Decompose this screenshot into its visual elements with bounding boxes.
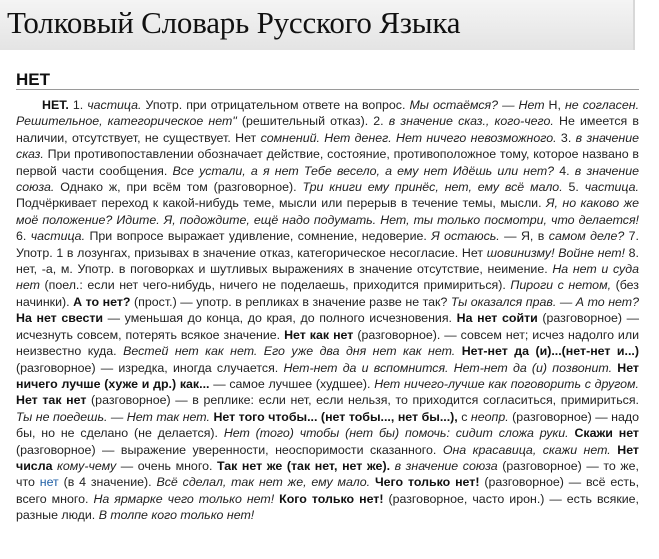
usage-example: неопр.: [470, 409, 509, 424]
usage-example: шовинизму! Войне нет!: [486, 245, 625, 260]
usage-example: Вестей нет как нет. Его уже два дня нет как нет.: [123, 344, 456, 359]
usage-example: Нет ничего-лучше как поговорить с другом.: [374, 376, 639, 391]
definition-segment: При противопоставлении обозначает действие, состояние, противоположное тому, которое названо в первой части сообщения.: [16, 147, 639, 178]
definition-segment: (в 4 значение).: [58, 475, 157, 490]
phrase-term: Нет-нет да (и)...(нет-нет и...): [461, 344, 639, 359]
usage-example: в значение союза: [394, 458, 498, 473]
usage-example: в значение сказ.: [16, 130, 640, 162]
phrase-term: Нет ничего лучше (хуже и др.) как...: [16, 360, 639, 391]
definition-segment: (разговорное, часто ирон.) — есть всякие, разные люди.: [16, 491, 639, 523]
definition-segment: Однако ж, при всём том (разговорное).: [54, 180, 303, 195]
usage-example: Она красавица, скажи нет.: [442, 442, 611, 457]
definition-segment: (без начинки).: [16, 278, 639, 309]
definition-segment: (поел.: если нет чего-нибудь, ничего не поделаешь, приходится примириться).: [39, 278, 511, 293]
definition-segment: (прост.) — употр. в репликах в значение разве не так?: [130, 294, 451, 309]
usage-example: самом деле?: [548, 229, 625, 244]
definition-segment: 5.: [562, 180, 585, 195]
usage-example: Я остаюсь.: [431, 229, 500, 244]
definition-segment: — очень много.: [116, 458, 217, 473]
definition-segment: 4.: [554, 163, 575, 178]
site-header: [0, 0, 635, 50]
usage-example: На ярмарке чего только нет!: [93, 491, 275, 506]
usage-example: кому-чему: [57, 458, 117, 473]
usage-example: Все устали, а я нет Тебе весело, а ему нет Идёшь или нет?: [172, 163, 555, 178]
usage-example: в значение союза.: [16, 163, 639, 195]
definition-segment: — Я, в: [499, 229, 549, 244]
definition-segment: (разговорное) — исчезнуть совсем, потерять всякое значение.: [16, 311, 639, 342]
usage-example: Всё сделал, так нет же, ему мало.: [156, 475, 371, 490]
usage-example: сомнений. Нет денег. Нет ничего невозможного.: [260, 130, 557, 145]
definition-segment: — самое лучшее (худшее).: [209, 376, 375, 391]
phrase-term: Нет числа: [16, 442, 639, 473]
definition-segment: (разговорное) — изредка, иногда случается.: [16, 360, 284, 375]
definition-segment: (разговорное) — выражение уверенности, неоспоримости сказанного.: [16, 442, 443, 457]
usage-example: Ты оказался прав. — А то нет?: [450, 294, 639, 309]
phrase-term: Чего только нет!: [374, 475, 480, 490]
usage-example: Я, подождите, ещё надо подумать. Нет, ты только посмотри, что делается!: [163, 212, 640, 227]
definition-segment: (разговорное) — в реплике: если нет, если нельзя, то приходится согласиться, примириться.: [86, 393, 640, 408]
phrase-term: А то нет?: [73, 294, 131, 309]
phrase-term: Так нет же (так нет, нет же).: [216, 458, 391, 473]
usage-example: не согласен. Решительное, категорическое нет": [16, 98, 640, 129]
usage-example: В толпе кого только нет!: [98, 508, 255, 523]
phrase-term: На нет свести: [16, 311, 104, 326]
definition-segment: 6.: [16, 229, 31, 244]
usage-example: Ты не поедешь. — Нет так нет.: [16, 409, 210, 424]
definition-segment: (решительный отказ). 2.: [236, 114, 389, 129]
definition-segment: (разговорное) — всё есть, всего много.: [16, 475, 640, 506]
definition-segment: с: [457, 409, 471, 424]
definition-segment: 1.: [68, 98, 88, 112]
usage-example: Пироги с нетом,: [510, 278, 612, 293]
definition-segment: — уменьшая до конца, до края, до полного исчезновения.: [103, 311, 457, 326]
heading-divider: [16, 89, 639, 90]
usage-example: частица.: [30, 229, 86, 244]
phrase-term: Скажи нет: [574, 426, 639, 441]
crossref-link[interactable]: нет: [39, 475, 59, 490]
usage-example: Мы остаёмся? — Нет: [409, 98, 545, 112]
phrase-term: На нет сойти: [456, 311, 538, 326]
definition-text: [16, 97, 639, 524]
definition-segment: Подчёркивает переход к какой-нибудь теме, мысли или перерыв в течение темы, мысли.: [16, 196, 547, 211]
definition-segment: (разговорное) — то же, что: [16, 458, 639, 490]
phrase-term: Нет так нет: [16, 393, 87, 408]
usage-example: Нет (того) чтобы (нет бы) помочь: сидит сложа руки.: [223, 426, 569, 441]
usage-example: в значение сказ., кого-чего.: [388, 114, 554, 129]
definition-segment: (разговорное). — совсем нет; исчез надолго или неизвестно куда.: [16, 327, 640, 359]
definition-segment: 8. нет, -а, м. Употр. в поговорках и шутливых выражениях в значение отсутствие, неимение.: [16, 245, 639, 277]
usage-example: Я, но каково же моё положение? Идите.: [16, 196, 640, 227]
phrase-term: НЕТ.: [42, 98, 69, 112]
usage-example: частица.: [584, 180, 639, 195]
definition-segment: (разговорное) — надо бы, но не сделано (не делается).: [16, 409, 639, 441]
definition-segment: 3.: [556, 130, 576, 145]
entry-word-heading: НЕТ: [16, 70, 50, 89]
definition-segment: 7. Употр. 1 в лозунгах, призывах в значение отказ, категорическое несогласие. Нет: [16, 229, 639, 260]
phrase-term: Нет как нет: [284, 327, 354, 342]
phrase-term: Кого только нет!: [279, 491, 384, 506]
usage-example: Нет-нет да и вспомнится. Нет-нет да (и) позвонит.: [283, 360, 613, 375]
usage-example: На нет и суда нет: [16, 262, 639, 293]
site-title[interactable]: Толковый Словарь Русского Языка: [7, 5, 461, 40]
usage-example: частица.: [87, 98, 142, 112]
usage-example: Три книги ему принёс, нет, ему всё мало.: [302, 180, 563, 195]
phrase-term: Нет того чтобы... (нет тобы..., нет бы...),: [213, 409, 458, 424]
definition-segment: Н,: [544, 98, 565, 112]
definition-segment: Не имеется в наличии, отсутствует, не существует. Нет: [16, 114, 639, 145]
definition-segment: При вопросе выражает удивление, сомнение, недоверие.: [85, 229, 432, 244]
definition-segment: Употр. при отрицательном ответе на вопрос.: [141, 98, 410, 112]
